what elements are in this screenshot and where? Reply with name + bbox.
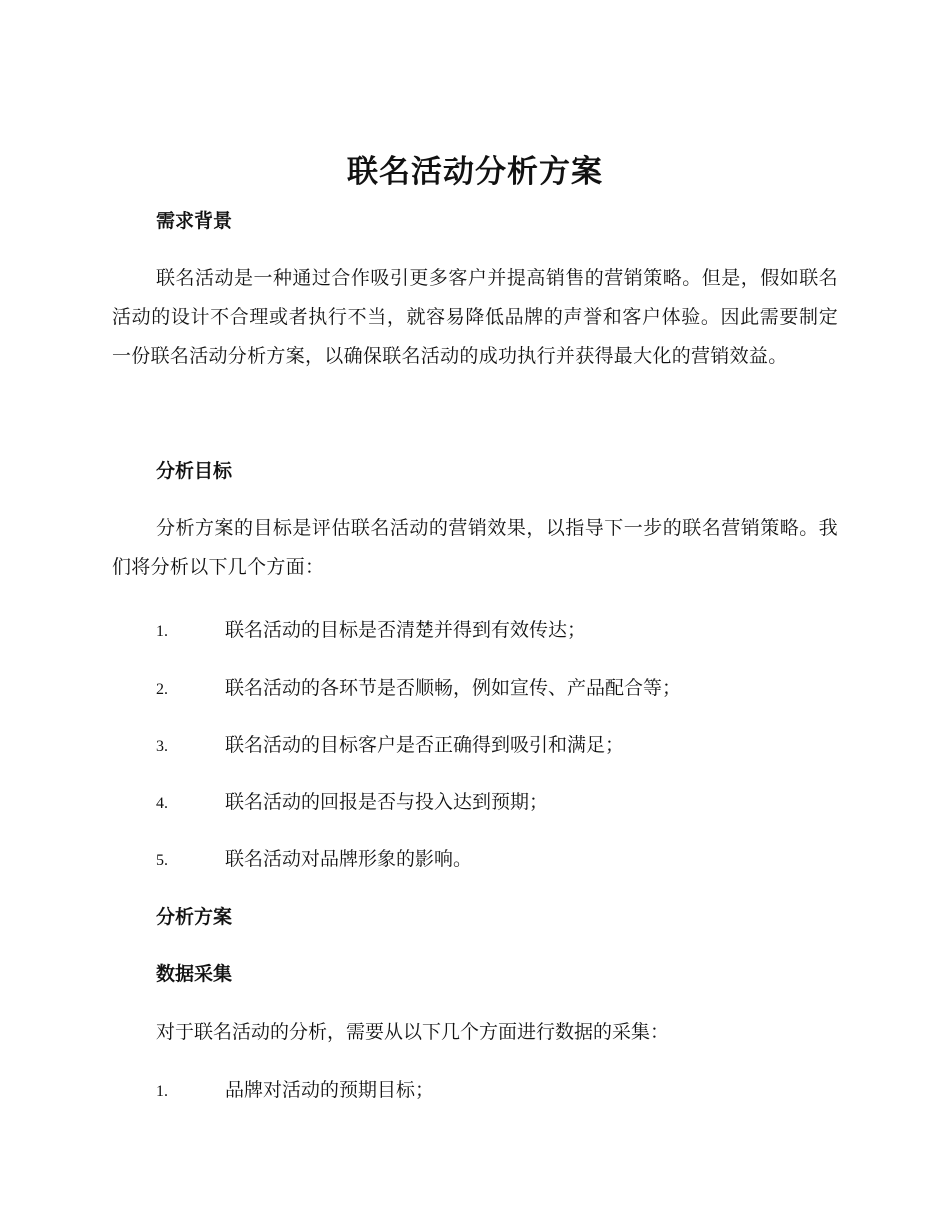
background-paragraph: 联名活动是一种通过合作吸引更多客户并提高销售的营销策略。但是，假如联名活动的设计不合理或者执行不当，就容易降低品牌的声誉和客户体验。因此需要制定一份联名活动分析方案，以确保联名活动的成功执行并获得最大化的营销效益。 (112, 267, 838, 367)
list-item-text: 品牌对活动的预期目标； (225, 1079, 435, 1101)
list-item-number: 2. (156, 681, 168, 698)
goals-paragraph: 分析方案的目标是评估联名活动的营销效果，以指导下一步的联名营销策略。我们将分析以下几个方面： (112, 517, 838, 578)
list-item (156, 674, 856, 702)
list-item-number: 1. (156, 1083, 168, 1100)
list-item-text: 联名活动的回报是否与投入达到预期； (225, 791, 549, 813)
list-item-text: 联名活动的各环节是否顺畅，例如宣传、产品配合等； (225, 677, 682, 699)
list-item (156, 788, 856, 816)
document-title: 联名活动分析方案 (347, 154, 603, 190)
list-item (156, 616, 856, 644)
list-item-text: 联名活动的目标是否清楚并得到有效传达； (225, 619, 587, 641)
list-item-number: 1. (156, 623, 168, 640)
list-item-number: 3. (156, 738, 168, 755)
list-item (156, 845, 856, 873)
list-item-text: 联名活动对品牌形象的影响。 (225, 848, 473, 870)
list-item (156, 731, 856, 759)
section-heading-goals: 分析目标 (156, 460, 233, 482)
section-heading-data-collection: 数据采集 (156, 963, 233, 985)
section-heading-background: 需求背景 (156, 210, 233, 232)
list-item (156, 1076, 856, 1104)
list-item-text: 联名活动的目标客户是否正确得到吸引和满足； (225, 734, 625, 756)
section-heading-plan: 分析方案 (156, 906, 233, 928)
data-collection-intro: 对于联名活动的分析，需要从以下几个方面进行数据的采集： (156, 1021, 670, 1043)
list-item-number: 4. (156, 795, 168, 812)
list-item-number: 5. (156, 852, 168, 869)
